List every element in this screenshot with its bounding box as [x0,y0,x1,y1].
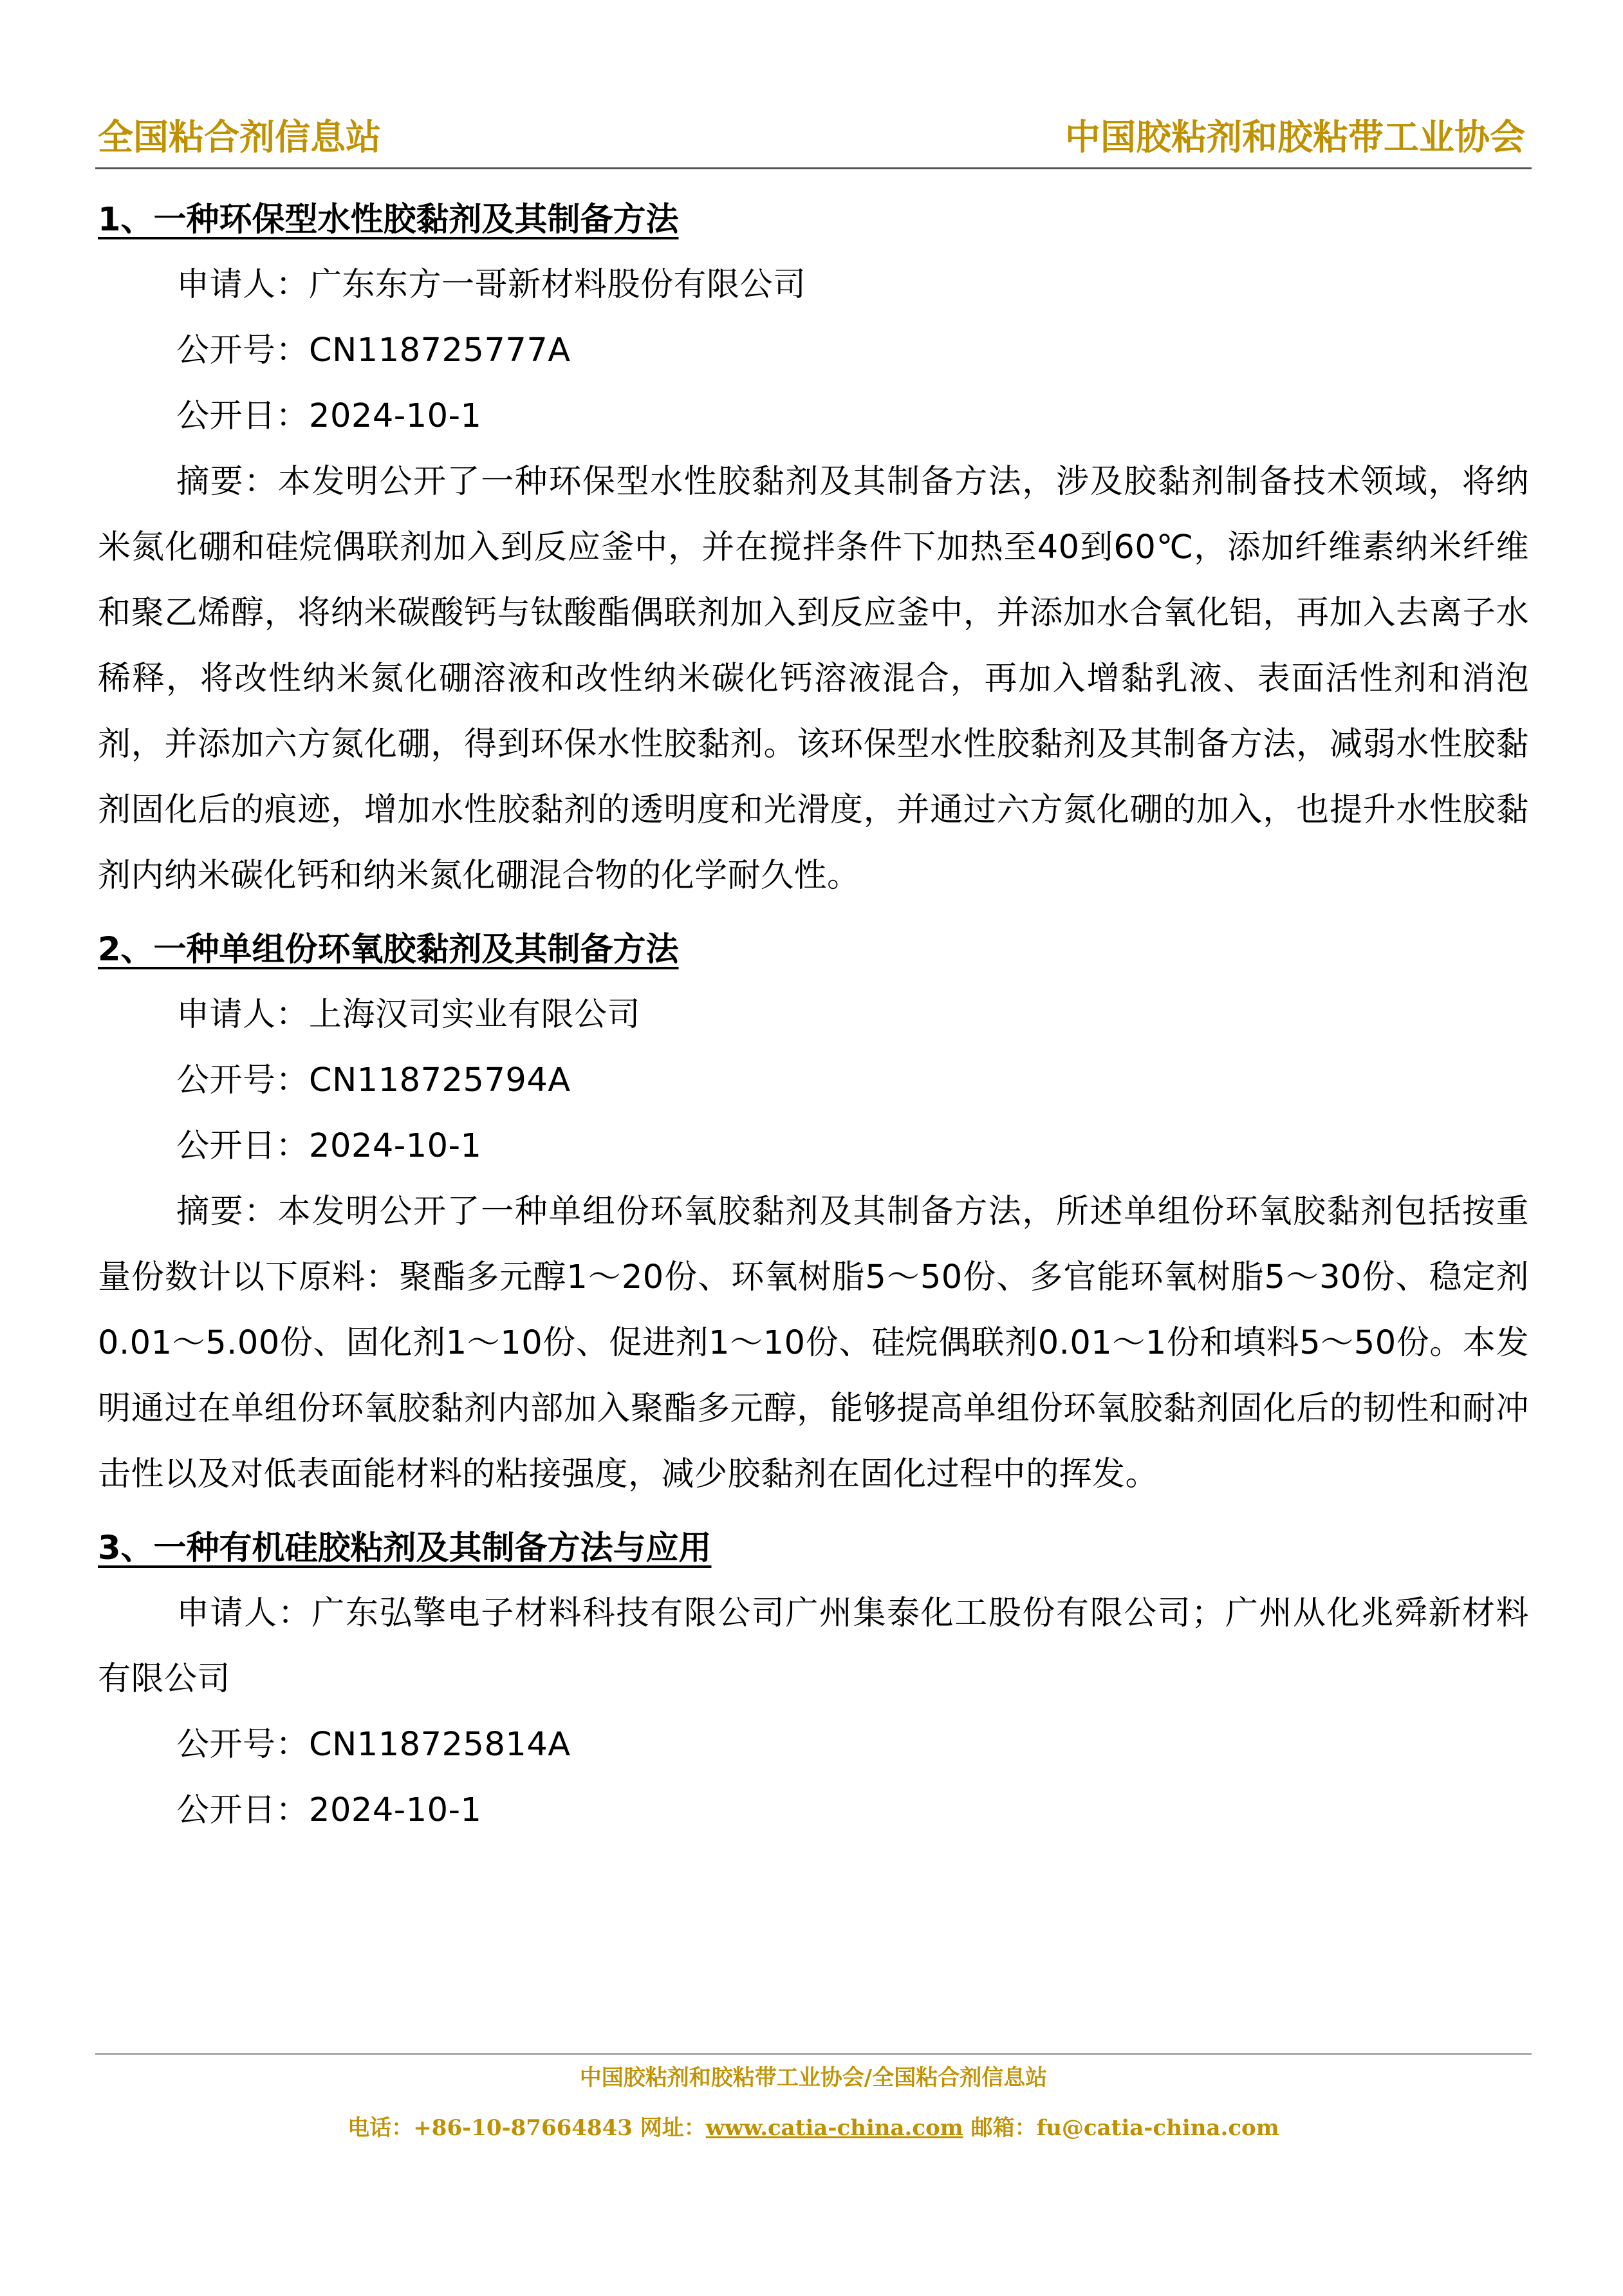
header-right-title: 中国胶粘剂和胶粘带工业协会 [1064,116,1525,158]
patent-item [98,918,1529,1507]
footer-email: 邮箱：fu@catia-china.com [963,2115,1279,2141]
patent-pub-date: 公开日：2024-10-1 [176,1127,482,1165]
patent-list [98,188,1529,1843]
footer-organization: 中国胶粘剂和胶粘带工业协会/全国粘合剂信息站 [579,2065,1048,2091]
patent-title: 3、一种有机硅胶粘剂及其制备方法与应用 [98,1529,712,1567]
header-left-title: 全国粘合剂信息站 [98,116,382,158]
footer-phone: 电话：+86-10-87664843 网址： [348,2115,706,2141]
patent-title: 1、一种环保型水性胶黏剂及其制备方法 [98,201,679,239]
footer-contact [98,2109,1529,2147]
patent-item [98,188,1529,909]
patent-pub-number: 公开号：CN118725777A [176,331,571,369]
patent-pub-date: 公开日：2024-10-1 [176,397,482,435]
header-divider [95,167,1532,169]
patent-applicant: 申请人：广东弘擎电子材料科技有限公司广州集泰化工股份有限公司；广州从化兆舜新材料有限公司 [98,1594,1529,1698]
footer-divider [95,2053,1532,2055]
footer-website-link[interactable]: www.catia-china.com [705,2115,963,2141]
patent-item [98,1517,1529,1843]
patent-pub-number: 公开号：CN118725794A [176,1061,571,1099]
patent-pub-number: 公开号：CN118725814A [176,1726,571,1764]
patent-abstract: 摘要：本发明公开了一种环保型水性胶黏剂及其制备方法，涉及胶黏剂制备技术领域，将纳米氮化硼和硅烷偶联剂加入到反应釜中，并在搅拌条件下加热至40到60℃，添加纤维素纳米纤维和聚乙烯醇，将纳米碳酸钙与钛酸酯偶联剂加入到反应釜中，并添加水合氧化铝，再加入去离子水稀释，将改性纳米氮化硼溶液和改性纳米碳化钙溶液混合，再加入增黏乳液、表面活性剂和消泡剂，并添加六方氮化硼，得到环保水性胶黏剂。该环保型水性胶黏剂及其制备方法，减弱水性胶黏剂固化后的痕迹，增加水性胶黏剂的透明度和光滑度，并通过六方氮化硼的加入，也提升水性胶黏剂内纳米碳化钙和纳米氮化硼混合物的化学耐久性。 [98,463,1529,895]
patent-applicant: 申请人：上海汉司实业有限公司 [176,996,641,1034]
patent-title: 2、一种单组份环氧胶黏剂及其制备方法 [98,931,679,969]
patent-applicant: 申请人：广东东方一哥新材料股份有限公司 [176,266,806,304]
patent-pub-date: 公开日：2024-10-1 [176,1791,482,1829]
patent-abstract: 摘要：本发明公开了一种单组份环氧胶黏剂及其制备方法，所述单组份环氧胶黏剂包括按重量份数计以下原料：聚酯多元醇1～20份、环氧树脂5～50份、多官能环氧树脂5～30份、稳定剂0.01～5.00份、固化剂1～10份、促进剂1～10份、硅烷偶联剂0.01～1份和填料5～50份。本发明通过在单组份环氧胶黏剂内部加入聚酯多元醇，能够提高单组份环氧胶黏剂固化后的韧性和耐冲击性以及对低表面能材料的粘接强度，减少胶黏剂在固化过程中的挥发。 [98,1193,1529,1493]
